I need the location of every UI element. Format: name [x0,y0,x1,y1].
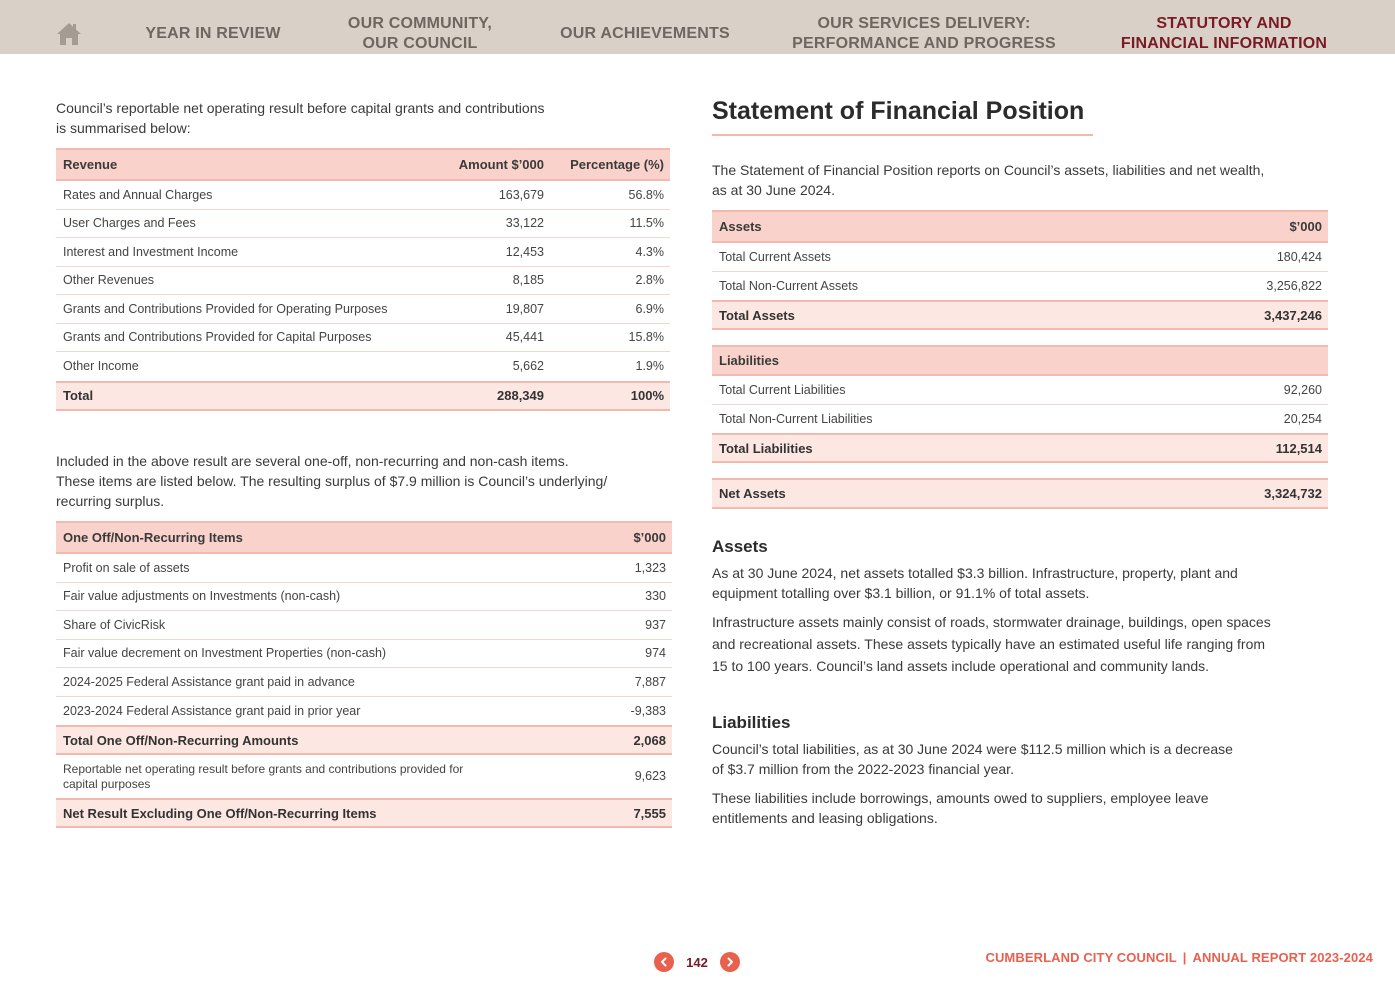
footer-brand [985,950,1373,965]
nav-year-in-review[interactable] [140,14,286,54]
table-row: Total Non-Current Liabilities 20,254 [719,411,1322,426]
table-row: Profit on sale of assets 1,323 [56,554,672,583]
assets-paragraph-2: Infrastructure assets mainly consist of roads, stormwater drainage, buildings, open spaces and recreational assets. These assets typically have an estimated useful life ranging from 15 to 100 years. Council’s land assets include operational and community lands. [712,614,1271,674]
table-row: Interest and Investment Income 12,453 4.3% [56,238,670,267]
table-header-row [712,210,1328,243]
liabilities-paragraph-2: These liabilities include borrowings, amounts owed to suppliers, employee leave entitlements and leasing obligations. [712,790,1209,826]
nav-our-community-our-council[interactable] [330,14,510,54]
liabilities-paragraph-1: Council’s total liabilities, as at 30 June 2024 were $112.5 million which is a decrease of $3.7 million from the 2022-2023 financial year. [712,741,1233,777]
nav-services-delivery[interactable] [780,14,1068,54]
column-header: $’000 [633,530,666,545]
revenue-table [56,148,670,411]
table-header-row [56,148,670,181]
table-total-row: Total One Off/Non-Recurring Amounts 2,068 [56,725,672,755]
liabilities-table [712,345,1328,463]
assets-table [712,210,1328,330]
pagination [654,951,740,973]
table-row: Total Current Liabilities 92,260 [712,376,1328,405]
separator: | [1182,950,1187,965]
net-assets-table [712,478,1328,509]
table-row: Other Revenues 8,185 2.8% [56,267,670,296]
assets-paragraph-1: As at 30 June 2024, net assets totalled $3.3 billion. Infrastructure, property, plant and equipment totalling over $3.1 billion, or 91.1% of total assets. [712,565,1238,601]
page-title: Statement of Financial Position [712,97,1085,125]
column-header: Revenue [63,157,118,172]
report-title: ANNUAL REPORT 2023-2024 [1192,950,1373,965]
nav-label: STATUTORY AND [1156,15,1292,32]
chevron-left-icon[interactable] [654,952,674,972]
table-row: Total Current Assets 180,424 [712,243,1328,272]
table-row: Total Non-Current Assets 3,256,822 [719,278,1322,293]
column-header: Assets [719,219,762,234]
table-row: Grants and Contributions Provided for Capital Purposes 45,441 15.8% [56,324,670,353]
nav-label: OUR SERVICES DELIVERY: [817,15,1031,32]
column-header: Amount $’000 [458,157,544,172]
table-row: Fair value adjustments on Investments (non-cash) 330 [56,583,672,612]
nav-label: OUR COUNCIL [362,35,478,52]
nav-label: OUR ACHIEVEMENTS [560,25,730,42]
table-total-row: Net Result Excluding One Off/Non-Recurring Items 7,555 [56,798,672,828]
council-name: CUMBERLAND CITY COUNCIL [985,950,1177,965]
table-row: Rates and Annual Charges 163,679 56.8% [56,181,670,210]
financial-position-intro: The Statement of Financial Position reports on Council’s assets, liabilities and net wealth, as at 30 June 2024. [712,162,1265,198]
table-total-row: Net Assets 3,324,732 [712,478,1328,509]
table-total-row: Total Assets 3,437,246 [712,300,1328,330]
table-header-row [712,345,1328,376]
nav-statutory-financial-information[interactable] [1104,14,1344,54]
table-row: 2024-2025 Federal Assistance grant paid in advance 7,887 [56,668,672,697]
one-off-intro-text: Included in the above result are several one-off, non-recurring and non-cash items. These items are listed below. The resulting surplus of $7.9 million is Council’s underlying/ recurring surplus. [56,453,608,509]
table-header-row [56,521,672,554]
nav-our-achievements[interactable] [550,14,740,54]
table-row: User Charges and Fees 33,122 11.5% [56,210,670,239]
nav-label: FINANCIAL INFORMATION [1120,35,1328,52]
home-icon[interactable] [56,22,82,46]
title-underline [712,134,1093,136]
liabilities-heading: Liabilities [712,713,791,732]
table-row: Fair value decrement on Investment Properties (non-cash) 974 [56,640,672,669]
nav-label: OUR COMMUNITY, [347,15,493,32]
table-total-row: Total Liabilities 112,514 [712,433,1328,463]
one-off-items-table [56,521,672,828]
table-row: Reportable net operating result before grants and contributions provided for capital purposes 9,623 [63,761,666,791]
top-navigation [0,0,1395,54]
nav-label: PERFORMANCE AND PROGRESS [792,35,1056,52]
table-row: Share of CivicRisk 937 [56,611,672,640]
chevron-right-icon[interactable] [720,952,740,972]
table-row: Other Income 5,662 1.9% [63,359,664,374]
column-header: Percentage (%) [570,157,664,172]
table-total-row: Total 288,349 100% [56,381,670,411]
nav-label: YEAR IN REVIEW [145,25,281,42]
column-header: One Off/Non-Recurring Items [63,530,243,545]
column-header: Liabilities [719,353,779,368]
table-row: 2023-2024 Federal Assistance grant paid in prior year -9,383 [63,703,666,718]
column-header: $’000 [1289,219,1322,234]
table-row: Grants and Contributions Provided for Operating Purposes 19,807 6.9% [56,295,670,324]
assets-heading: Assets [712,537,768,556]
revenue-intro-text: Council’s reportable net operating result before capital grants and contributions is summarised below: [56,100,545,136]
page-number: 142 [686,954,708,970]
